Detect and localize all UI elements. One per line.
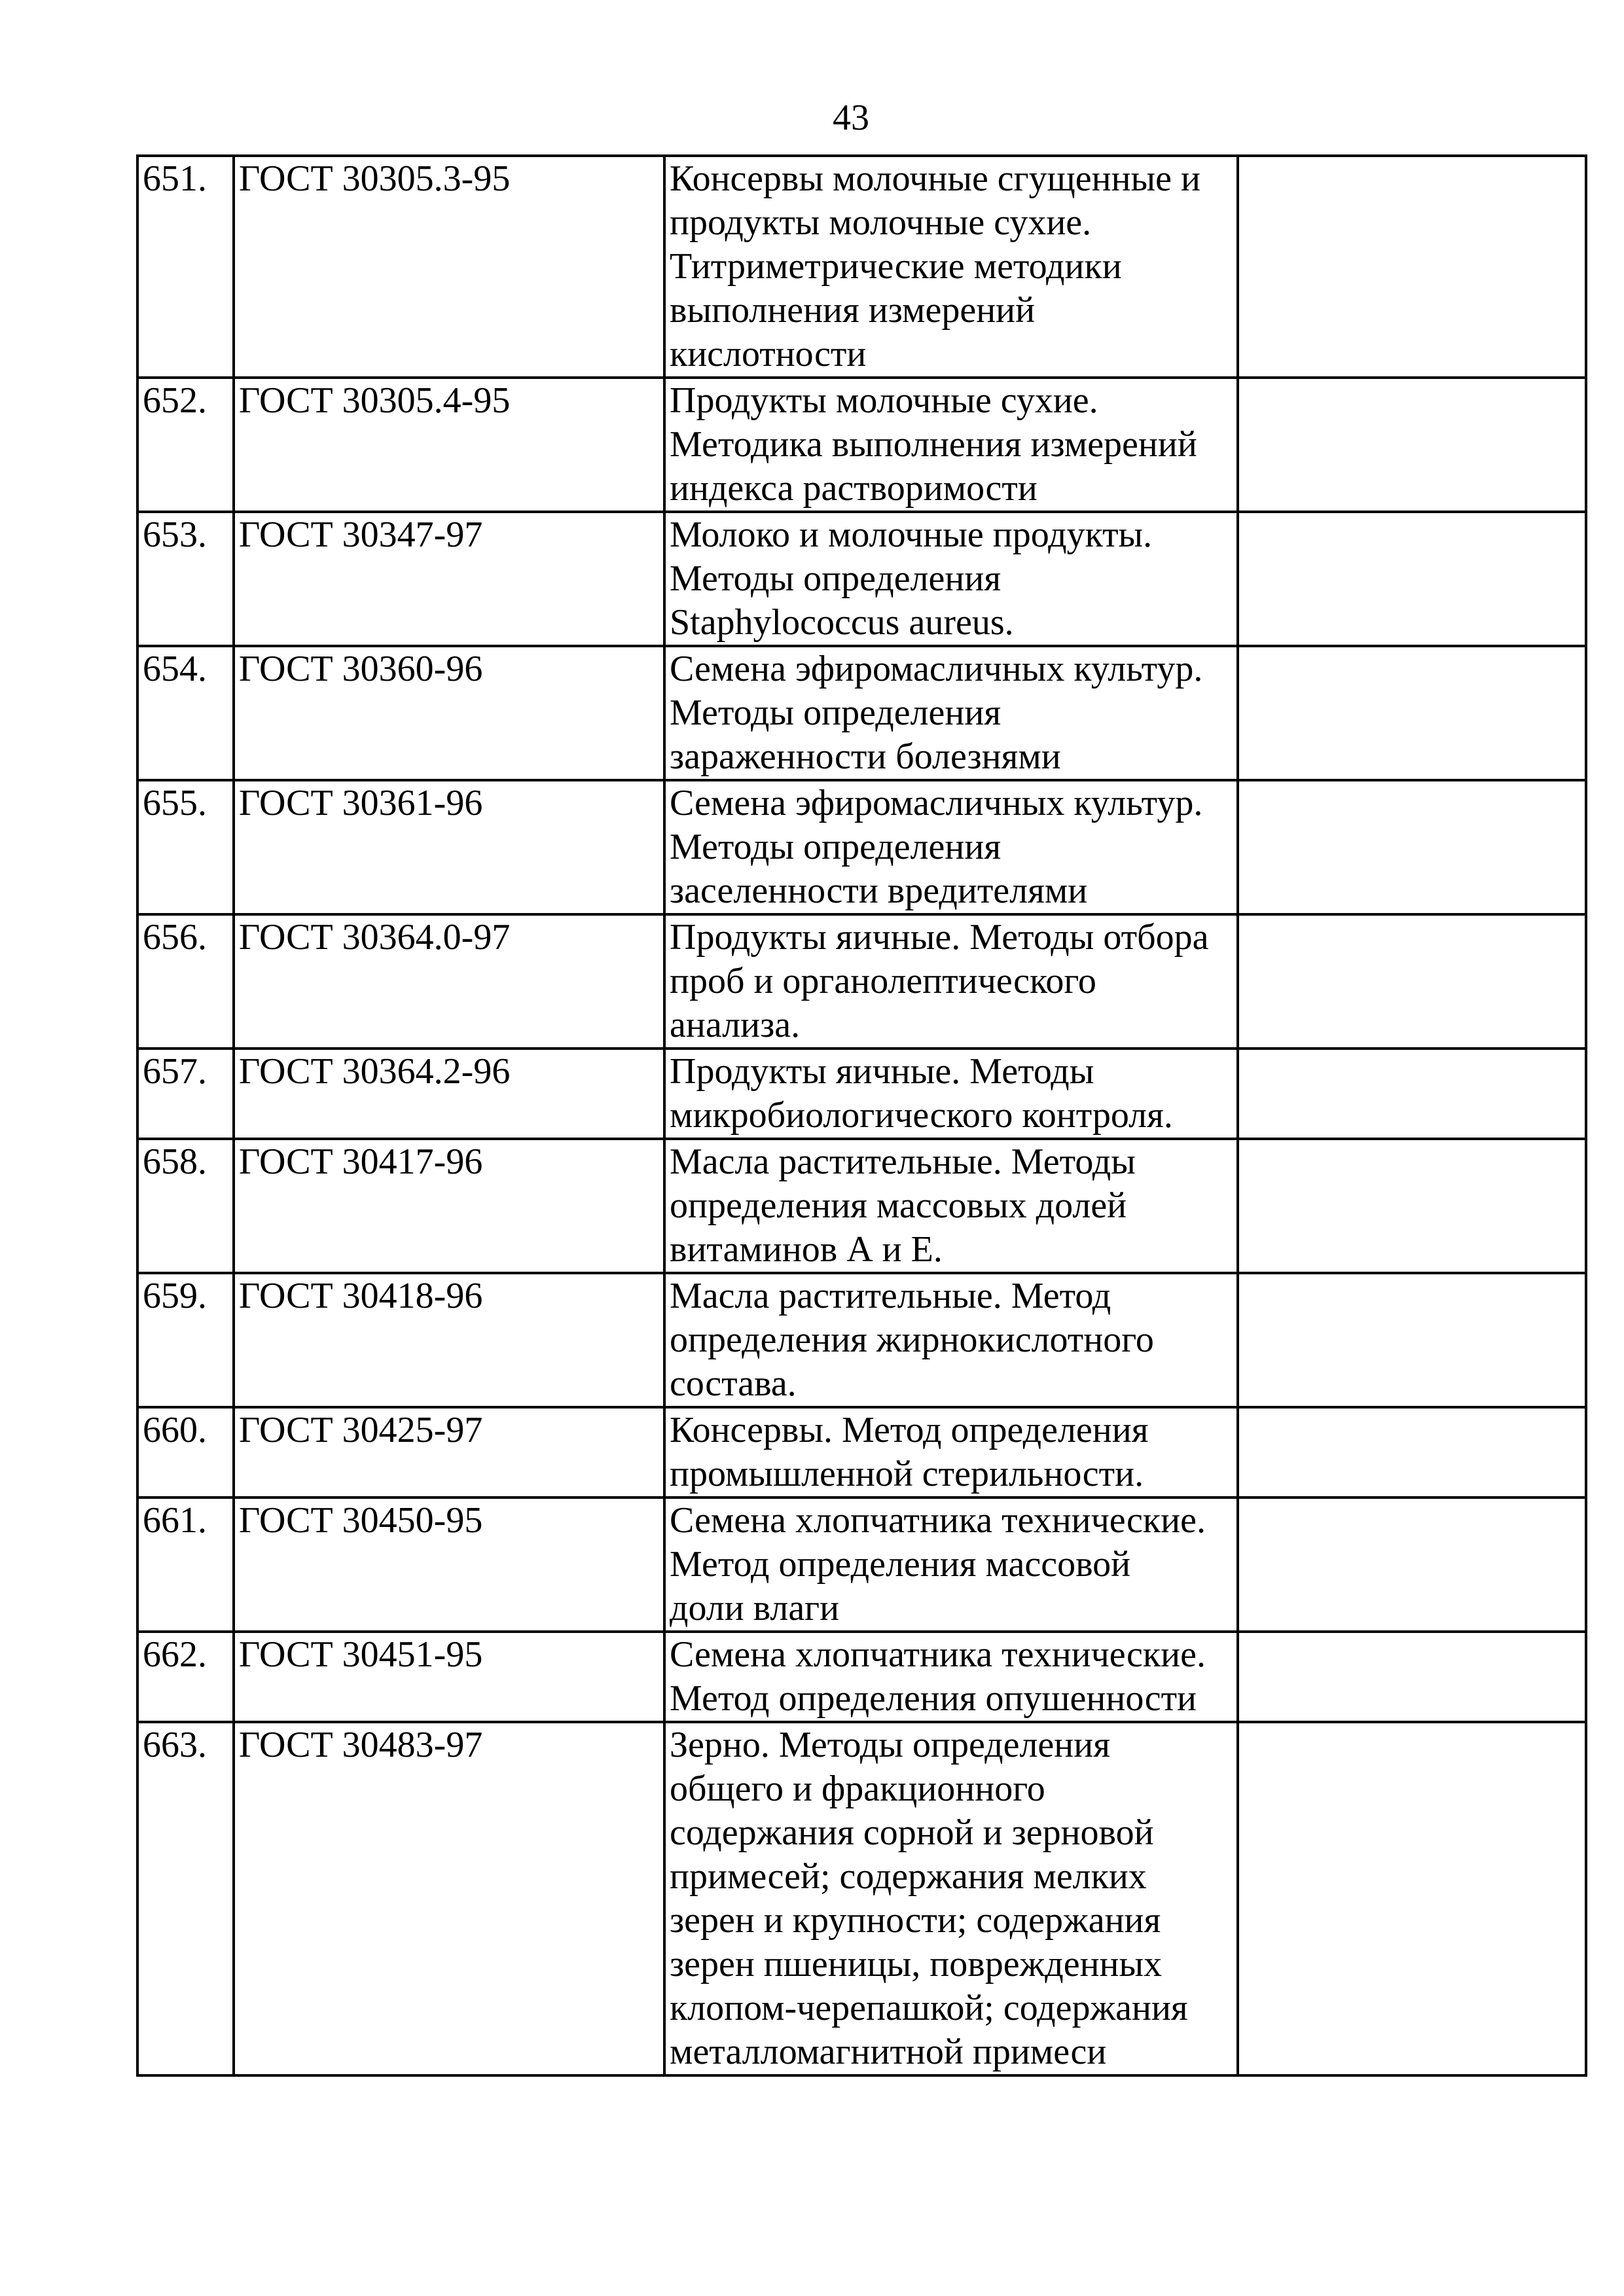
standard-code: ГОСТ 30417-96: [234, 1139, 664, 1273]
table-row: [137, 646, 1586, 780]
standard-title: Консервы. Метод определения промышленной стерильности.: [664, 1407, 1238, 1498]
standard-note: [1238, 1273, 1586, 1407]
standard-title: Масла растительные. Метод определения жирнокислотного состава.: [664, 1273, 1238, 1407]
standard-code: ГОСТ 30483-97: [234, 1722, 664, 2075]
standard-code: ГОСТ 30347-97: [234, 512, 664, 646]
table-row: [137, 512, 1586, 646]
standard-note: [1238, 1139, 1586, 1273]
row-number: 653.: [137, 512, 234, 646]
standards-table-body: [137, 156, 1586, 2075]
standard-title: Продукты яичные. Методы отбора проб и органолептического анализа.: [664, 914, 1238, 1049]
row-number: 654.: [137, 646, 234, 780]
row-number: 656.: [137, 914, 234, 1049]
standard-code: ГОСТ 30418-96: [234, 1273, 664, 1407]
row-number: 659.: [137, 1273, 234, 1407]
standard-title: Продукты яичные. Методы микробиологического контроля.: [664, 1049, 1238, 1139]
standard-title: Семена эфиромасличных культур. Методы определения зараженности болезнями: [664, 646, 1238, 780]
row-number: 657.: [137, 1049, 234, 1139]
table-row: [137, 1049, 1586, 1139]
row-number: 661.: [137, 1498, 234, 1632]
standard-note: [1238, 378, 1586, 512]
table-row: [137, 378, 1586, 512]
standard-title: Зерно. Методы определения общего и фракционного содержания сорной и зерновой примесей; содержания мелких зерен и крупности; содержания зерен пшеницы, поврежденных клопом-черепашкой; содержания металломагнитной примеси: [664, 1722, 1238, 2075]
table-row: [137, 156, 1586, 378]
standard-note: [1238, 646, 1586, 780]
table-row: [137, 1407, 1586, 1498]
table-row: [137, 914, 1586, 1049]
table-row: [137, 780, 1586, 914]
table-row: [137, 1273, 1586, 1407]
standard-title: Семена хлопчатника технические. Метод определения массовой доли влаги: [664, 1498, 1238, 1632]
standard-code: ГОСТ 30425-97: [234, 1407, 664, 1498]
row-number: 652.: [137, 378, 234, 512]
standard-title: Масла растительные. Методы определения массовых долей витаминов А и Е.: [664, 1139, 1238, 1273]
standard-title: Семена эфиромасличных культур. Методы определения заселенности вредителями: [664, 780, 1238, 914]
row-number: 651.: [137, 156, 234, 378]
standard-note: [1238, 780, 1586, 914]
standard-note: [1238, 512, 1586, 646]
standards-table: [136, 154, 1587, 2077]
table-row: [137, 1498, 1586, 1632]
standard-title: Семена хлопчатника технические. Метод определения опушенности: [664, 1632, 1238, 1722]
row-number: 662.: [137, 1632, 234, 1722]
page-number: 43: [833, 98, 869, 138]
row-number: 660.: [137, 1407, 234, 1498]
standard-code: ГОСТ 30305.3-95: [234, 156, 664, 378]
standard-note: [1238, 914, 1586, 1049]
table-row: [137, 1139, 1586, 1273]
standard-code: ГОСТ 30361-96: [234, 780, 664, 914]
table-row: [137, 1722, 1586, 2075]
standard-title: Молоко и молочные продукты. Методы определения Staphylococcus aureus.: [664, 512, 1238, 646]
standard-code: ГОСТ 30360-96: [234, 646, 664, 780]
standard-title: Консервы молочные сгущенные и продукты молочные сухие. Титриметрические методики выполнения измерений кислотности: [664, 156, 1238, 378]
standard-note: [1238, 1632, 1586, 1722]
standard-title: Продукты молочные сухие. Методика выполнения измерений индекса растворимости: [664, 378, 1238, 512]
standard-code: ГОСТ 30450-95: [234, 1498, 664, 1632]
row-number: 663.: [137, 1722, 234, 2075]
standard-note: [1238, 1498, 1586, 1632]
standard-note: [1238, 1049, 1586, 1139]
standard-code: ГОСТ 30364.2-96: [234, 1049, 664, 1139]
standard-note: [1238, 156, 1586, 378]
table-row: [137, 1632, 1586, 1722]
standard-code: ГОСТ 30305.4-95: [234, 378, 664, 512]
standard-note: [1238, 1407, 1586, 1498]
standard-code: ГОСТ 30364.0-97: [234, 914, 664, 1049]
row-number: 658.: [137, 1139, 234, 1273]
standard-note: [1238, 1722, 1586, 2075]
standard-code: ГОСТ 30451-95: [234, 1632, 664, 1722]
row-number: 655.: [137, 780, 234, 914]
